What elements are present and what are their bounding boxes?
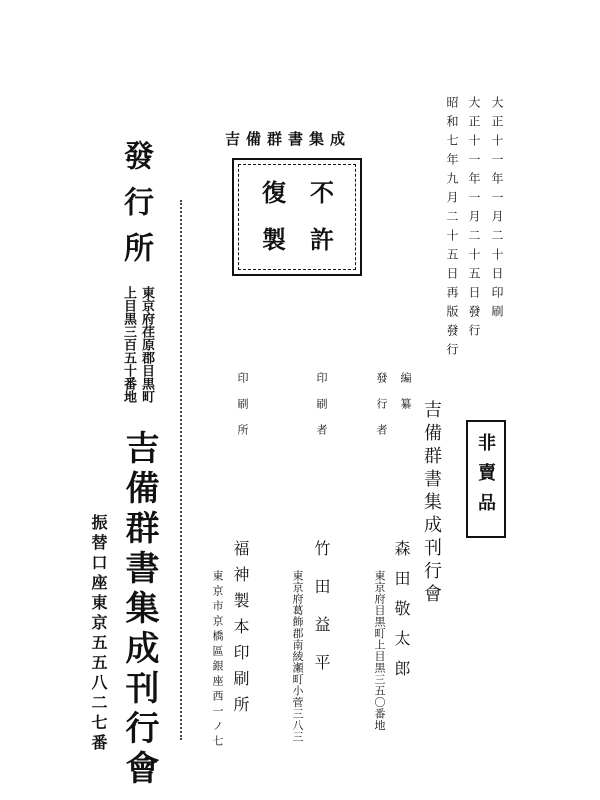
role-publisher-label: 發行者 <box>375 372 388 450</box>
role-editor-label: 編纂 <box>399 372 412 424</box>
editor-address: 東京府目黒町上目黒三五〇番地 <box>373 570 386 731</box>
editor-name: 森田敬太郎 <box>392 540 411 690</box>
transfer-account: 振替口座東京五五八二七番 <box>89 514 108 754</box>
stamp-char-2: 許 <box>310 225 334 254</box>
role-print-shop-label: 印刷所 <box>236 372 249 450</box>
print-shop-address: 東京市京橋區銀座西一ノ七 <box>211 570 224 750</box>
stamp-char-4: 製 <box>262 225 286 254</box>
issuing-office-label: 發行所 <box>118 140 153 278</box>
stamp-inner-border <box>238 164 356 270</box>
issuing-office-address-line2: 上目黒三百五十番地 <box>121 286 136 403</box>
publisher-name: 吉備群書集成刊行會 <box>421 400 442 607</box>
stamp-char-3: 復 <box>262 178 286 207</box>
printer-name: 竹田益平 <box>312 540 331 692</box>
dotted-divider <box>180 200 182 740</box>
print-shop-name: 福神製本印刷所 <box>231 540 250 722</box>
issue-date: 大正十一年一月二十五日發行 <box>467 96 481 343</box>
role-printer-label: 印刷者 <box>315 372 328 450</box>
issuing-office-address-line1: 東京府荏原郡目黒町 <box>139 286 154 403</box>
print-date: 大正十一年一月二十日印刷 <box>490 96 504 324</box>
not-for-sale-label: 非賣品 <box>475 433 496 523</box>
reissue-date: 昭和七年九月二十五日再版發行 <box>445 96 459 362</box>
series-title: 吉備群書集成 <box>225 130 352 148</box>
stamp-char-1: 不 <box>310 178 334 207</box>
society-name: 吉備群書集成刊行會 <box>119 430 159 790</box>
printer-address: 東京府葛飾郡南綾瀬町小菅三八三 <box>291 570 304 743</box>
